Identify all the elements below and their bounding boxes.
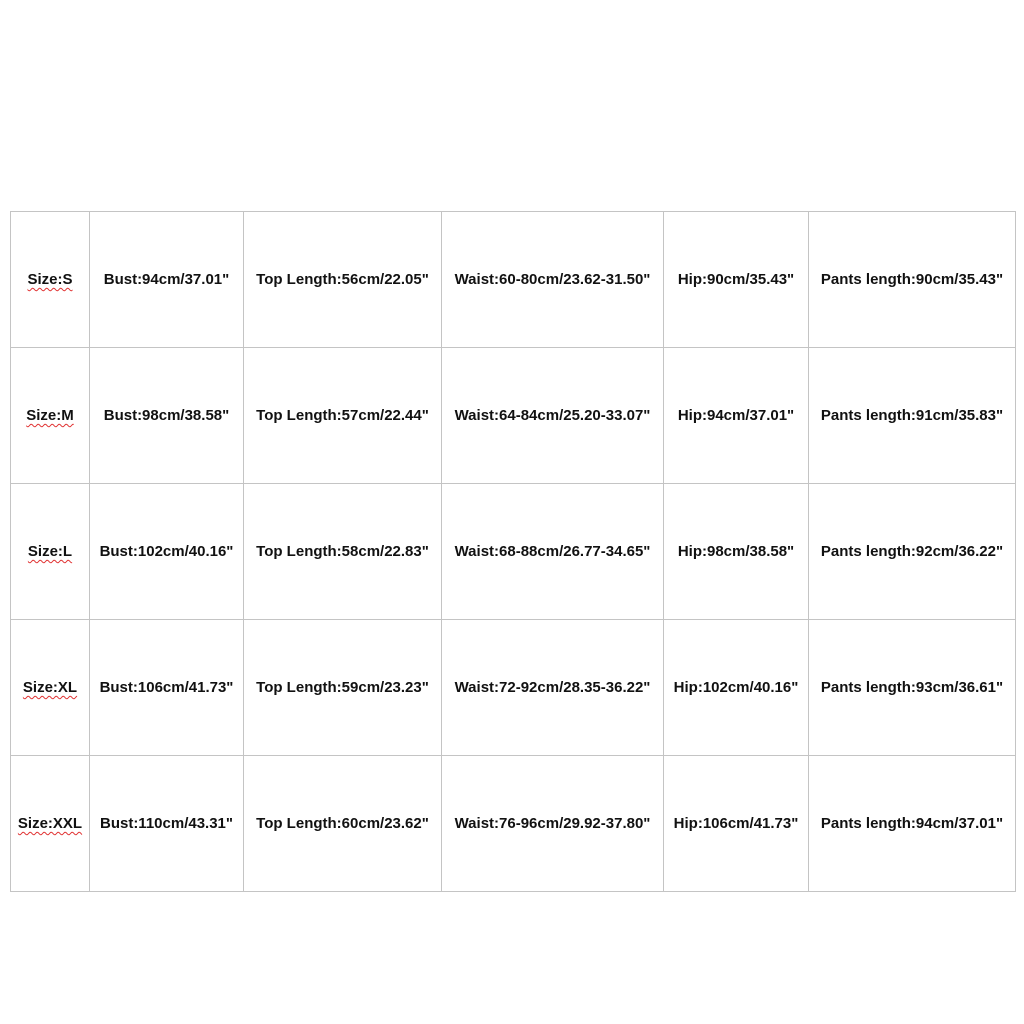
- bust-cell: Bust:102cm/40.16": [90, 484, 244, 620]
- bust-cell: Bust:110cm/43.31": [90, 756, 244, 892]
- top-length-cell: Top Length:60cm/23.62": [244, 756, 442, 892]
- bust-cell: Bust:106cm/41.73": [90, 620, 244, 756]
- size-label: Size:M: [26, 407, 74, 424]
- waist-cell: Waist:64-84cm/25.20-33.07": [442, 348, 664, 484]
- size-cell: [11, 212, 90, 348]
- size-cell: [11, 756, 90, 892]
- pants-length-cell: Pants length:92cm/36.22": [809, 484, 1016, 620]
- bust-cell: Bust:98cm/38.58": [90, 348, 244, 484]
- top-length-cell: Top Length:56cm/22.05": [244, 212, 442, 348]
- size-label: Size:L: [27, 543, 73, 560]
- waist-cell: Waist:60-80cm/23.62-31.50": [442, 212, 664, 348]
- bust-cell: Bust:94cm/37.01": [90, 212, 244, 348]
- hip-cell: Hip:106cm/41.73": [664, 756, 809, 892]
- size-label: Size:S: [27, 271, 73, 288]
- size-cell: [11, 348, 90, 484]
- hip-cell: Hip:102cm/40.16": [664, 620, 809, 756]
- size-label: Size:XXL: [17, 815, 83, 832]
- top-length-cell: Top Length:59cm/23.23": [244, 620, 442, 756]
- size-chart-table: [10, 211, 1016, 892]
- waist-cell: Waist:76-96cm/29.92-37.80": [442, 756, 664, 892]
- table-row: [11, 348, 1016, 484]
- pants-length-cell: Pants length:90cm/35.43": [809, 212, 1016, 348]
- size-label: Size:XL: [22, 679, 78, 696]
- table-row: [11, 620, 1016, 756]
- table-row: [11, 756, 1016, 892]
- waist-cell: Waist:72-92cm/28.35-36.22": [442, 620, 664, 756]
- hip-cell: Hip:98cm/38.58": [664, 484, 809, 620]
- top-length-cell: Top Length:57cm/22.44": [244, 348, 442, 484]
- table-row: [11, 484, 1016, 620]
- waist-cell: Waist:68-88cm/26.77-34.65": [442, 484, 664, 620]
- pants-length-cell: Pants length:91cm/35.83": [809, 348, 1016, 484]
- size-cell: [11, 620, 90, 756]
- pants-length-cell: Pants length:93cm/36.61": [809, 620, 1016, 756]
- hip-cell: Hip:94cm/37.01": [664, 348, 809, 484]
- hip-cell: Hip:90cm/35.43": [664, 212, 809, 348]
- pants-length-cell: Pants length:94cm/37.01": [809, 756, 1016, 892]
- top-length-cell: Top Length:58cm/22.83": [244, 484, 442, 620]
- table-row: [11, 212, 1016, 348]
- size-cell: [11, 484, 90, 620]
